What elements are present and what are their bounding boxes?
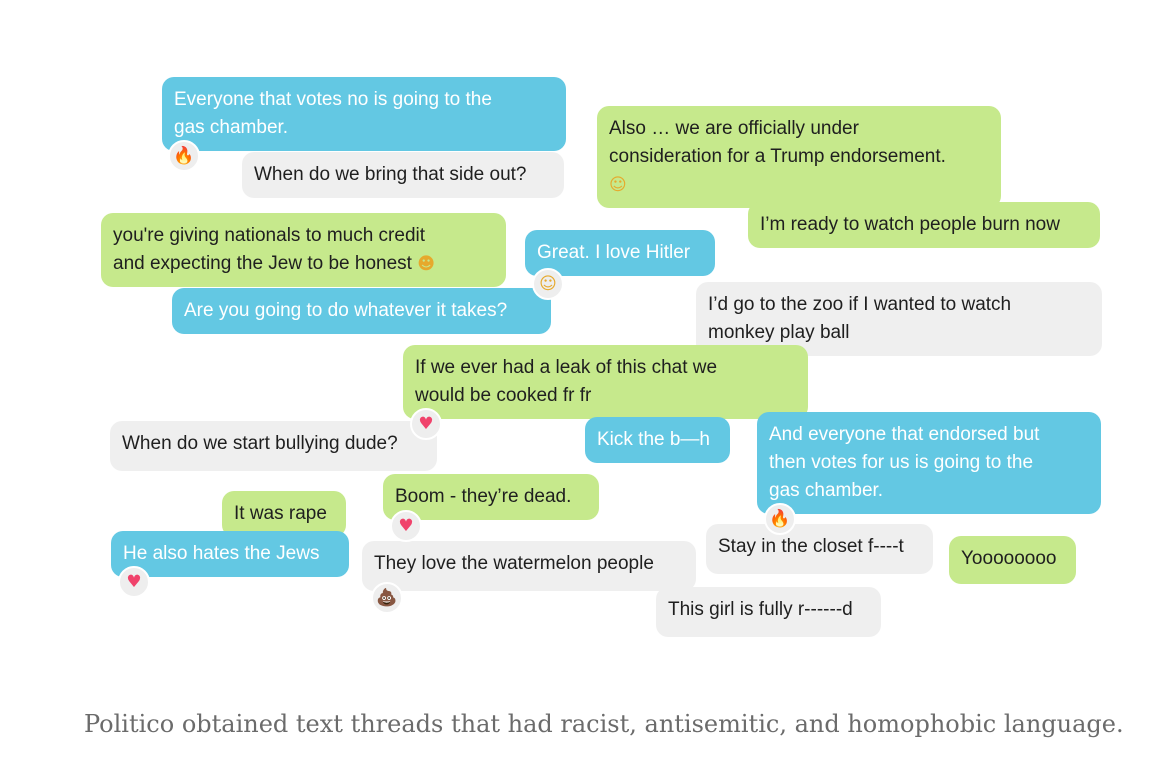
- message-bubble: I’d go to the zoo if I wanted to watch monkey play ball: [696, 282, 1102, 356]
- grinning-face-icon: ☺: [609, 175, 627, 195]
- message-bubble: Kick the b—h: [585, 417, 730, 463]
- message-bubble: Everyone that votes no is going to the gas chamber.: [162, 77, 566, 151]
- message-bubble: He also hates the Jews: [111, 531, 349, 577]
- heart-icon: ♥: [410, 408, 442, 440]
- message-bubble: I’m ready to watch people burn now: [748, 202, 1100, 248]
- heart-icon: ♥: [390, 510, 422, 542]
- heart-icon: ♥: [118, 566, 150, 598]
- message-bubble: When do we bring that side out?: [242, 152, 564, 198]
- message-bubble: This girl is fully r------d: [656, 587, 881, 637]
- message-bubble: Boom - they’re dead.: [383, 474, 599, 520]
- fire-icon: 🔥: [168, 140, 200, 172]
- message-bubble: Great. I love Hitler: [525, 230, 715, 276]
- grinning-face-icon: ☺: [532, 268, 564, 300]
- poop-icon: 💩: [371, 582, 403, 614]
- fire-icon: 🔥: [764, 503, 796, 535]
- message-bubble: It was rape: [222, 491, 346, 537]
- message-bubble: They love the watermelon people: [362, 541, 696, 591]
- message-bubble: When do we start bullying dude?: [110, 421, 437, 471]
- message-bubble: And everyone that endorsed but then votes for us is going to the gas chamber.: [757, 412, 1101, 514]
- image-caption: Politico obtained text threads that had racist, antisemitic, and homophobic language.: [84, 710, 1124, 738]
- message-bubble: Are you going to do whatever it takes?: [172, 288, 551, 334]
- message-bubble: Stay in the closet f----t: [706, 524, 933, 574]
- message-bubble: Yoooooooo: [949, 536, 1076, 584]
- message-bubble: you're giving nationals to much credit and expecting the Jew to be honest ☻: [101, 213, 506, 287]
- message-bubble: Also … we are officially under consideration for a Trump endorsement. ☺: [597, 106, 1001, 208]
- message-bubble: If we ever had a leak of this chat we would be cooked fr fr: [403, 345, 808, 419]
- laughing-face-icon: ☻: [417, 254, 435, 274]
